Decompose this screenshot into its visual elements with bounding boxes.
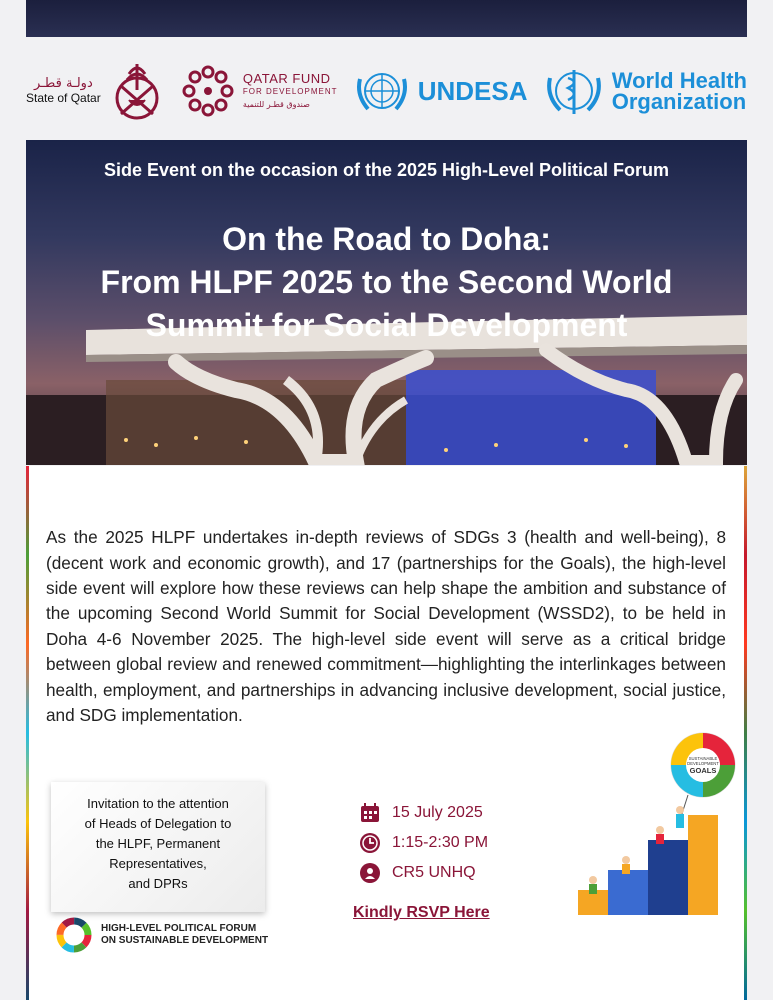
event-location-text: CR5 UNHQ [392,864,476,881]
hlpf-line-1: HIGH-LEVEL POLITICAL FORUM [101,923,257,934]
location-pin-icon [358,861,382,885]
qatar-arabic-name: دولـة قطـر [33,76,93,91]
rsvp-link[interactable]: Kindly RSVP Here [353,904,490,921]
invitation-line-4: Representatives, [109,856,207,871]
who-name-line1: World Health [611,68,747,93]
event-location [358,858,488,888]
hero-banner [26,140,747,465]
undesa-logo [354,65,528,117]
invitation-note [51,782,265,912]
sdg-color-stripe-left [26,466,29,1000]
un-emblem-icon [354,65,410,117]
title-line-2: From HLPF 2025 to the Second World [100,264,673,300]
event-title [26,218,747,347]
invitation-line-1: Invitation to the attention [87,796,229,811]
event-description: As the 2025 HLPF undertakes in-depth reviews of SDGs 3 (health and well-being), 8 (decent work and economic growth), and 17 (partnerships for the Goals), the high-level side event will explore how these reviews can help shape the ambition and substance of the upcoming Second World Summit for Social Development (WSSD2), to be held in Doha 4-6 November 2025. The high-level side event will serve as a critical bridge between global review and renewed commitment—highlighting the interlinkages between health, employment, and partnerships in advancing inclusive development, social justice, and SDG implementation. [46,527,726,726]
undesa-wordmark: UNDESA [417,75,528,106]
sdg-teamwork-illustration [568,730,738,920]
invitation-line-3: the HLPF, Permanent [95,836,221,851]
event-time-text: 1:15-2:30 PM [392,834,489,851]
sdg-badge-line-2: DEVELOPMENT [687,761,719,766]
event-subtitle: Side Event on the occasion of the 2025 High-Level Political Forum [103,160,670,180]
partner-logos [26,45,747,137]
state-of-qatar-logo [26,60,165,122]
sdg-badge-line-3: GOALS [689,766,717,775]
qatar-english-name: State of Qatar [26,91,101,105]
who-logo [544,64,747,118]
event-date-text: 15 July 2025 [392,804,483,821]
sdg-badge-line-1: SUSTAINABLE [688,756,718,761]
who-name-line2: Organization [611,89,747,114]
sdg-color-stripe-right [744,466,747,1000]
hlpf-line-2: ON SUSTAINABLE DEVELOPMENT [101,935,269,946]
event-date [358,798,488,828]
qfd-name: QATAR FUND [242,70,331,86]
title-line-1: On the Road to Doha: [222,221,551,257]
event-time [358,828,488,858]
qatar-emblem-icon [109,60,165,122]
title-line-3: Summit for Social Development [145,307,628,343]
invitation-line-2: of Heads of Delegation to [84,816,232,831]
qfd-subtitle: FOR DEVELOPMENT [242,86,338,96]
calendar-icon [358,801,382,825]
sdg-wheel-icon [55,916,93,954]
qfd-arabic: صندوق قطـر للتنمية [242,99,310,109]
invitation-line-5: and DPRs [128,876,188,891]
top-banner-bar [26,0,747,37]
hlpf-logo [55,916,268,954]
clock-icon [358,831,382,855]
qatar-fund-logo [181,64,338,118]
qfd-emblem-icon [181,64,235,118]
who-emblem-icon [544,64,604,118]
event-details [358,798,488,888]
